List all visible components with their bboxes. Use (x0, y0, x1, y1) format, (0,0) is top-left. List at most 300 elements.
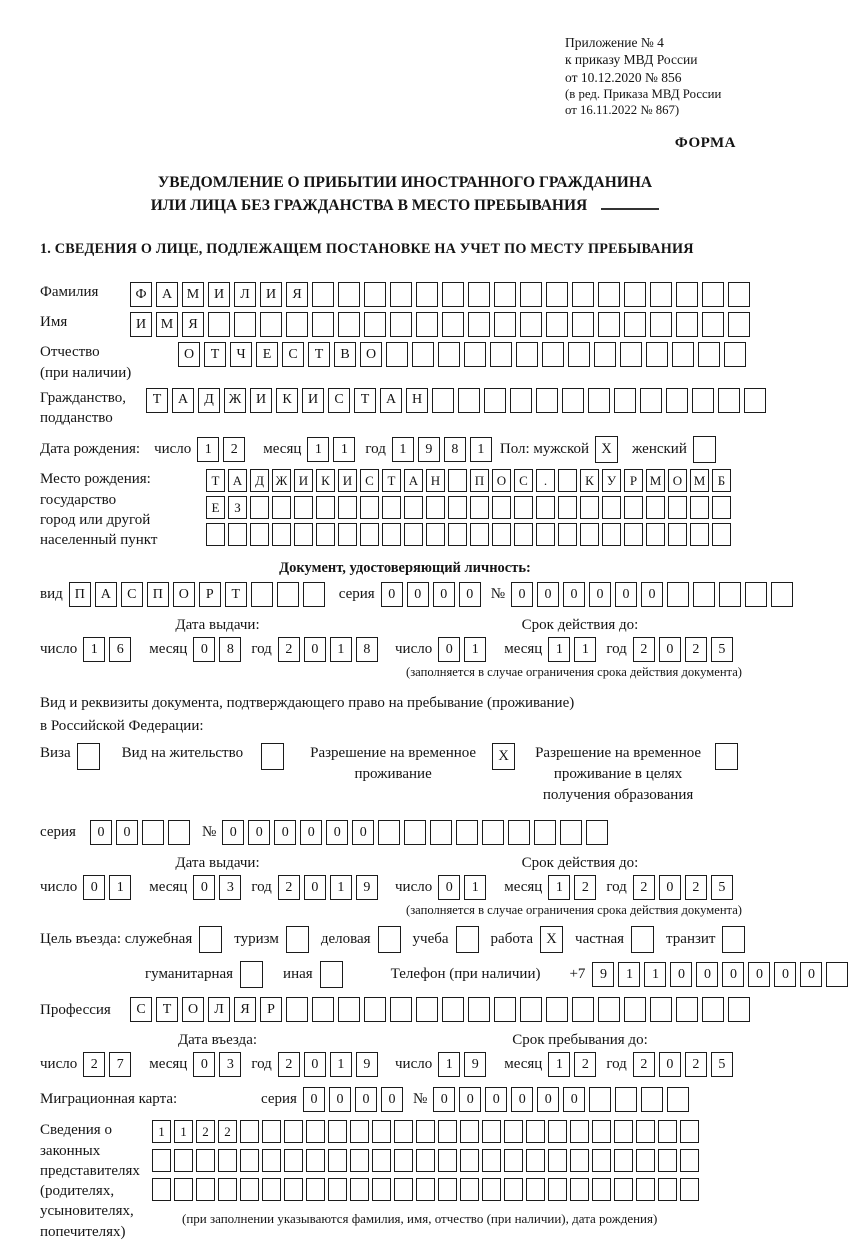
char-cell[interactable] (546, 997, 568, 1022)
char-cell[interactable] (470, 523, 489, 546)
residence-valid-year-cells[interactable] (633, 875, 737, 900)
char-cell[interactable]: С (130, 997, 152, 1022)
char-cell[interactable] (174, 1178, 193, 1201)
doc-valid-day-cells[interactable] (438, 637, 490, 662)
char-cell[interactable]: С (121, 582, 143, 607)
char-cell[interactable] (572, 282, 594, 307)
doc-valid-year-cells[interactable] (633, 637, 737, 662)
purpose-tourism-checkbox[interactable] (286, 926, 309, 953)
char-cell[interactable]: 0 (352, 820, 374, 845)
char-cell[interactable]: 0 (304, 1052, 326, 1077)
birthplace-cells-row3[interactable] (206, 523, 734, 546)
char-cell[interactable] (526, 1120, 545, 1143)
char-cell[interactable] (572, 997, 594, 1022)
char-cell[interactable] (464, 342, 486, 367)
char-cell[interactable] (260, 312, 282, 337)
char-cell[interactable] (680, 1120, 699, 1143)
char-cell[interactable] (548, 1120, 567, 1143)
char-cell[interactable] (328, 1178, 347, 1201)
char-cell[interactable] (286, 312, 308, 337)
char-cell[interactable]: И (208, 282, 230, 307)
purpose-study-checkbox[interactable] (456, 926, 479, 953)
birthplace-cells-row1[interactable] (206, 469, 734, 492)
char-cell[interactable]: А (404, 469, 423, 492)
char-cell[interactable] (702, 312, 724, 337)
char-cell[interactable] (615, 1087, 637, 1112)
char-cell[interactable]: 1 (470, 437, 492, 462)
char-cell[interactable] (316, 523, 335, 546)
char-cell[interactable]: 0 (274, 820, 296, 845)
char-cell[interactable] (142, 820, 164, 845)
char-cell[interactable] (350, 1178, 369, 1201)
char-cell[interactable] (620, 342, 642, 367)
name-cells[interactable] (130, 312, 754, 337)
char-cell[interactable]: Н (426, 469, 445, 492)
char-cell[interactable] (728, 282, 750, 307)
char-cell[interactable]: 0 (615, 582, 637, 607)
char-cell[interactable] (338, 997, 360, 1022)
char-cell[interactable]: 1 (152, 1120, 171, 1143)
char-cell[interactable]: 9 (464, 1052, 486, 1077)
char-cell[interactable]: Т (382, 469, 401, 492)
purpose-official-checkbox[interactable] (199, 926, 222, 953)
doc-issue-day-cells[interactable] (83, 637, 135, 662)
char-cell[interactable]: 3 (219, 1052, 241, 1077)
char-cell[interactable] (640, 388, 662, 413)
char-cell[interactable]: 1 (548, 875, 570, 900)
birth-day-cells[interactable] (197, 437, 249, 462)
char-cell[interactable] (672, 342, 694, 367)
char-cell[interactable] (624, 312, 646, 337)
doc-valid-month-cells[interactable] (548, 637, 600, 662)
char-cell[interactable] (338, 282, 360, 307)
char-cell[interactable] (372, 1120, 391, 1143)
char-cell[interactable] (536, 496, 555, 519)
char-cell[interactable] (558, 469, 577, 492)
char-cell[interactable] (262, 1149, 281, 1172)
residence-issue-month-cells[interactable] (193, 875, 245, 900)
char-cell[interactable] (416, 312, 438, 337)
char-cell[interactable] (592, 1178, 611, 1201)
char-cell[interactable] (152, 1178, 171, 1201)
char-cell[interactable] (168, 820, 190, 845)
char-cell[interactable] (438, 1120, 457, 1143)
char-cell[interactable] (614, 388, 636, 413)
char-cell[interactable] (196, 1178, 215, 1201)
char-cell[interactable] (438, 1149, 457, 1172)
char-cell[interactable]: Т (146, 388, 168, 413)
char-cell[interactable]: 0 (696, 962, 718, 987)
char-cell[interactable]: К (580, 469, 599, 492)
char-cell[interactable] (468, 282, 490, 307)
char-cell[interactable] (719, 582, 741, 607)
char-cell[interactable] (206, 523, 225, 546)
char-cell[interactable]: С (514, 469, 533, 492)
char-cell[interactable] (504, 1178, 523, 1201)
char-cell[interactable] (624, 523, 643, 546)
char-cell[interactable]: 0 (659, 875, 681, 900)
char-cell[interactable]: Т (308, 342, 330, 367)
char-cell[interactable] (744, 388, 766, 413)
char-cell[interactable] (580, 523, 599, 546)
char-cell[interactable] (548, 1178, 567, 1201)
char-cell[interactable]: 0 (248, 820, 270, 845)
char-cell[interactable] (514, 496, 533, 519)
char-cell[interactable]: Б (712, 469, 731, 492)
char-cell[interactable]: К (316, 469, 335, 492)
char-cell[interactable] (360, 496, 379, 519)
char-cell[interactable] (508, 820, 530, 845)
char-cell[interactable]: 2 (574, 1052, 596, 1077)
doc-series-cells[interactable] (381, 582, 485, 607)
char-cell[interactable] (378, 820, 400, 845)
char-cell[interactable] (448, 496, 467, 519)
char-cell[interactable] (240, 1178, 259, 1201)
char-cell[interactable] (598, 312, 620, 337)
char-cell[interactable] (438, 1178, 457, 1201)
char-cell[interactable] (262, 1178, 281, 1201)
char-cell[interactable]: 1 (618, 962, 640, 987)
char-cell[interactable] (416, 997, 438, 1022)
char-cell[interactable] (646, 496, 665, 519)
char-cell[interactable]: Я (182, 312, 204, 337)
char-cell[interactable] (580, 496, 599, 519)
char-cell[interactable] (350, 1149, 369, 1172)
char-cell[interactable] (692, 388, 714, 413)
char-cell[interactable]: 1 (464, 637, 486, 662)
char-cell[interactable] (442, 997, 464, 1022)
char-cell[interactable]: 0 (303, 1087, 325, 1112)
birthplace-cells-row2[interactable] (206, 496, 734, 519)
char-cell[interactable] (338, 523, 357, 546)
doc-kind-cells[interactable] (69, 582, 329, 607)
char-cell[interactable] (712, 523, 731, 546)
char-cell[interactable] (284, 1120, 303, 1143)
char-cell[interactable]: 0 (722, 962, 744, 987)
char-cell[interactable] (676, 282, 698, 307)
char-cell[interactable] (482, 820, 504, 845)
char-cell[interactable] (460, 1120, 479, 1143)
char-cell[interactable] (416, 1178, 435, 1201)
char-cell[interactable] (448, 523, 467, 546)
char-cell[interactable] (294, 523, 313, 546)
char-cell[interactable]: . (536, 469, 555, 492)
char-cell[interactable]: Ф (130, 282, 152, 307)
temp-residence-checkbox[interactable]: X (492, 743, 515, 770)
char-cell[interactable] (702, 997, 724, 1022)
char-cell[interactable]: Е (206, 496, 225, 519)
char-cell[interactable]: 0 (433, 582, 455, 607)
legal-reps-cells-row1[interactable] (152, 1120, 702, 1143)
char-cell[interactable] (624, 997, 646, 1022)
char-cell[interactable] (636, 1149, 655, 1172)
char-cell[interactable] (328, 1149, 347, 1172)
char-cell[interactable] (442, 312, 464, 337)
char-cell[interactable] (558, 496, 577, 519)
char-cell[interactable] (598, 997, 620, 1022)
char-cell[interactable] (510, 388, 532, 413)
char-cell[interactable]: И (294, 469, 313, 492)
char-cell[interactable]: 2 (633, 637, 655, 662)
char-cell[interactable]: Т (225, 582, 247, 607)
char-cell[interactable] (350, 1120, 369, 1143)
char-cell[interactable]: П (470, 469, 489, 492)
char-cell[interactable] (494, 282, 516, 307)
char-cell[interactable]: 1 (438, 1052, 460, 1077)
char-cell[interactable] (490, 342, 512, 367)
char-cell[interactable] (416, 1149, 435, 1172)
char-cell[interactable] (460, 1149, 479, 1172)
char-cell[interactable]: 8 (219, 637, 241, 662)
char-cell[interactable]: А (156, 282, 178, 307)
char-cell[interactable] (668, 496, 687, 519)
char-cell[interactable]: Д (250, 469, 269, 492)
char-cell[interactable] (624, 282, 646, 307)
char-cell[interactable] (680, 1149, 699, 1172)
char-cell[interactable]: Д (198, 388, 220, 413)
residence-valid-month-cells[interactable] (548, 875, 600, 900)
profession-cells[interactable] (130, 997, 754, 1022)
char-cell[interactable]: М (690, 469, 709, 492)
char-cell[interactable]: Ч (230, 342, 252, 367)
char-cell[interactable] (228, 523, 247, 546)
char-cell[interactable] (426, 523, 445, 546)
char-cell[interactable]: Я (234, 997, 256, 1022)
char-cell[interactable]: 2 (685, 875, 707, 900)
char-cell[interactable]: 1 (330, 637, 352, 662)
legal-reps-cells-row2[interactable] (152, 1149, 702, 1172)
char-cell[interactable]: Р (260, 997, 282, 1022)
char-cell[interactable]: 2 (685, 637, 707, 662)
char-cell[interactable]: Е (256, 342, 278, 367)
char-cell[interactable]: 0 (511, 1087, 533, 1112)
char-cell[interactable] (430, 820, 452, 845)
char-cell[interactable]: И (250, 388, 272, 413)
char-cell[interactable] (690, 496, 709, 519)
char-cell[interactable]: П (69, 582, 91, 607)
char-cell[interactable]: 0 (774, 962, 796, 987)
char-cell[interactable] (712, 496, 731, 519)
char-cell[interactable] (562, 388, 584, 413)
char-cell[interactable] (442, 282, 464, 307)
char-cell[interactable]: 0 (116, 820, 138, 845)
char-cell[interactable]: С (360, 469, 379, 492)
char-cell[interactable]: М (156, 312, 178, 337)
char-cell[interactable]: 1 (392, 437, 414, 462)
migration-number-cells[interactable] (433, 1087, 693, 1112)
char-cell[interactable] (690, 523, 709, 546)
char-cell[interactable] (676, 997, 698, 1022)
char-cell[interactable] (658, 1178, 677, 1201)
char-cell[interactable]: Н (406, 388, 428, 413)
char-cell[interactable] (208, 312, 230, 337)
char-cell[interactable] (636, 1120, 655, 1143)
purpose-humanitarian-checkbox[interactable] (240, 961, 263, 988)
char-cell[interactable] (240, 1120, 259, 1143)
char-cell[interactable] (416, 1120, 435, 1143)
char-cell[interactable]: 9 (356, 875, 378, 900)
char-cell[interactable] (394, 1120, 413, 1143)
char-cell[interactable]: А (380, 388, 402, 413)
char-cell[interactable] (826, 962, 848, 987)
char-cell[interactable]: Т (206, 469, 225, 492)
char-cell[interactable]: 0 (537, 582, 559, 607)
char-cell[interactable] (570, 1178, 589, 1201)
char-cell[interactable] (284, 1178, 303, 1201)
char-cell[interactable] (412, 342, 434, 367)
char-cell[interactable]: 0 (659, 637, 681, 662)
char-cell[interactable] (594, 342, 616, 367)
char-cell[interactable]: 0 (193, 637, 215, 662)
char-cell[interactable] (570, 1120, 589, 1143)
char-cell[interactable] (728, 997, 750, 1022)
char-cell[interactable]: Ж (224, 388, 246, 413)
char-cell[interactable]: 0 (222, 820, 244, 845)
char-cell[interactable] (284, 1149, 303, 1172)
char-cell[interactable]: 1 (548, 1052, 570, 1077)
char-cell[interactable] (386, 342, 408, 367)
char-cell[interactable] (240, 1149, 259, 1172)
sex-male-checkbox[interactable]: X (595, 436, 618, 463)
char-cell[interactable]: 0 (800, 962, 822, 987)
char-cell[interactable]: 8 (356, 637, 378, 662)
char-cell[interactable] (570, 1149, 589, 1172)
char-cell[interactable] (277, 582, 299, 607)
char-cell[interactable]: Л (208, 997, 230, 1022)
char-cell[interactable] (404, 496, 423, 519)
char-cell[interactable] (602, 523, 621, 546)
char-cell[interactable] (589, 1087, 611, 1112)
char-cell[interactable] (394, 1149, 413, 1172)
char-cell[interactable] (718, 388, 740, 413)
entry-year-cells[interactable] (278, 1052, 382, 1077)
char-cell[interactable] (218, 1149, 237, 1172)
char-cell[interactable]: 1 (464, 875, 486, 900)
char-cell[interactable] (306, 1149, 325, 1172)
char-cell[interactable] (250, 523, 269, 546)
char-cell[interactable]: 0 (326, 820, 348, 845)
char-cell[interactable]: 0 (670, 962, 692, 987)
char-cell[interactable] (614, 1178, 633, 1201)
char-cell[interactable]: 2 (278, 1052, 300, 1077)
char-cell[interactable]: 0 (459, 1087, 481, 1112)
char-cell[interactable] (504, 1120, 523, 1143)
char-cell[interactable] (568, 342, 590, 367)
char-cell[interactable]: 0 (407, 582, 429, 607)
char-cell[interactable]: 0 (589, 582, 611, 607)
char-cell[interactable] (272, 523, 291, 546)
residence-issue-year-cells[interactable] (278, 875, 382, 900)
char-cell[interactable] (614, 1120, 633, 1143)
char-cell[interactable]: Я (286, 282, 308, 307)
char-cell[interactable]: О (360, 342, 382, 367)
char-cell[interactable] (390, 282, 412, 307)
char-cell[interactable] (504, 1149, 523, 1172)
char-cell[interactable] (646, 523, 665, 546)
char-cell[interactable]: 2 (633, 875, 655, 900)
char-cell[interactable] (482, 1149, 501, 1172)
char-cell[interactable] (196, 1149, 215, 1172)
char-cell[interactable]: 1 (548, 637, 570, 662)
char-cell[interactable] (394, 1178, 413, 1201)
char-cell[interactable]: 0 (511, 582, 533, 607)
entry-day-cells[interactable] (83, 1052, 135, 1077)
purpose-other-checkbox[interactable] (320, 961, 343, 988)
char-cell[interactable] (536, 523, 555, 546)
char-cell[interactable]: 0 (433, 1087, 455, 1112)
char-cell[interactable] (312, 312, 334, 337)
char-cell[interactable] (382, 496, 401, 519)
char-cell[interactable]: 6 (109, 637, 131, 662)
char-cell[interactable]: О (173, 582, 195, 607)
char-cell[interactable]: 1 (644, 962, 666, 987)
char-cell[interactable]: 1 (330, 875, 352, 900)
char-cell[interactable]: 2 (83, 1052, 105, 1077)
legal-reps-cells-row3[interactable] (152, 1178, 702, 1201)
char-cell[interactable]: 0 (381, 582, 403, 607)
char-cell[interactable]: О (182, 997, 204, 1022)
char-cell[interactable]: 0 (438, 875, 460, 900)
char-cell[interactable] (520, 997, 542, 1022)
stay-year-cells[interactable] (633, 1052, 737, 1077)
char-cell[interactable] (602, 496, 621, 519)
char-cell[interactable] (598, 282, 620, 307)
char-cell[interactable]: 0 (193, 1052, 215, 1077)
residence-number-cells[interactable] (222, 820, 612, 845)
char-cell[interactable]: 0 (641, 582, 663, 607)
char-cell[interactable] (494, 997, 516, 1022)
char-cell[interactable] (534, 820, 556, 845)
char-cell[interactable]: 2 (574, 875, 596, 900)
char-cell[interactable]: М (646, 469, 665, 492)
char-cell[interactable] (745, 582, 767, 607)
char-cell[interactable]: И (260, 282, 282, 307)
char-cell[interactable]: 5 (711, 1052, 733, 1077)
stay-month-cells[interactable] (548, 1052, 600, 1077)
char-cell[interactable] (702, 282, 724, 307)
char-cell[interactable] (234, 312, 256, 337)
residence-permit-checkbox[interactable] (261, 743, 284, 770)
char-cell[interactable] (286, 997, 308, 1022)
char-cell[interactable]: 0 (90, 820, 112, 845)
char-cell[interactable]: 2 (223, 437, 245, 462)
char-cell[interactable]: 0 (563, 582, 585, 607)
char-cell[interactable] (218, 1178, 237, 1201)
char-cell[interactable]: 1 (197, 437, 219, 462)
char-cell[interactable] (658, 1120, 677, 1143)
char-cell[interactable]: О (178, 342, 200, 367)
char-cell[interactable]: 2 (218, 1120, 237, 1143)
char-cell[interactable]: С (328, 388, 350, 413)
char-cell[interactable] (294, 496, 313, 519)
char-cell[interactable] (668, 523, 687, 546)
purpose-business-checkbox[interactable] (378, 926, 401, 953)
char-cell[interactable] (306, 1120, 325, 1143)
char-cell[interactable]: И (338, 469, 357, 492)
char-cell[interactable] (482, 1120, 501, 1143)
char-cell[interactable] (338, 496, 357, 519)
residence-valid-day-cells[interactable] (438, 875, 490, 900)
char-cell[interactable]: 5 (711, 637, 733, 662)
char-cell[interactable]: В (334, 342, 356, 367)
char-cell[interactable] (328, 1120, 347, 1143)
char-cell[interactable] (364, 997, 386, 1022)
char-cell[interactable]: Р (199, 582, 221, 607)
citizenship-cells[interactable] (146, 388, 770, 413)
char-cell[interactable] (312, 282, 334, 307)
char-cell[interactable] (520, 282, 542, 307)
char-cell[interactable] (650, 312, 672, 337)
